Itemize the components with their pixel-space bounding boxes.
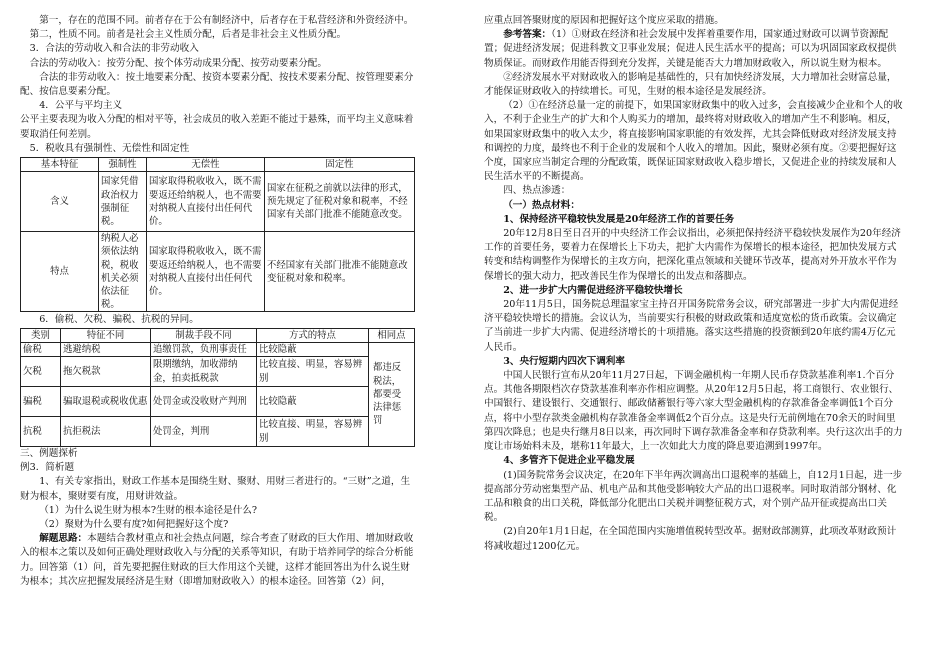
- table-header-cell: 相同点: [369, 328, 415, 342]
- table-header-cell: 无偿性: [147, 158, 265, 172]
- hotspot-heading-3: 3、央行短期内四次下调利率: [503, 355, 625, 367]
- table-header-cell: 固定性: [265, 158, 415, 172]
- section-hotspot: 四、热点渗透：: [503, 185, 571, 197]
- table-cell: 特点: [21, 232, 99, 312]
- hotspot-heading-2: 2、进一步扩大内需促进经济平稳较快增长: [503, 284, 683, 296]
- table-cell: 逃避纳税: [61, 342, 151, 356]
- table-header-cell: 制裁手段不同: [151, 328, 257, 342]
- table-cell: 骗税: [21, 387, 61, 417]
- solution-idea-text: 本题结合教材重点和社会热点问题，综合考查了财政的巨大作用、增加财政收入的根本之策以及如何正确处理财政收入与分配的关系等知识，有助于培养同学的综合分析能力。回答第（1）问，首先要把握住财政的巨大作用这个关键，这样才能回答出为什么说生财为根本；其次应把握发展经济是生财（即增加财政收入）的根本途径。回答第（2）问，: [20, 533, 414, 587]
- hotspot-text-2: 20年11月5日，国务院总理温家宝主持召开国务院常务会议，研究部署进一步扩大内需促进经济平稳较快增长的措施。会议认为，当前要实行积极的财政政策和适度宽松的货币政策。会议确定了当前进一步扩大内需、促进经济增长的十项措施。落实这些措施的投资额到20年底约需4万亿元人民币。: [484, 299, 899, 353]
- para-scope: 第一，存在的范围不同。前者存在于公有制经济中，后者存在于私营经济和外资经济中。: [39, 15, 414, 26]
- table-cell: 抗拒税法: [61, 417, 151, 447]
- tax-features-table: [20, 157, 415, 312]
- question-1: 1、有关专家指出，财政工作基本是围绕生财、聚财、用财三者进行的。“三财”之道，生财为根本，聚财要有度，用财讲效益。: [20, 476, 411, 502]
- table-header-cell: 强制性: [99, 158, 147, 172]
- table-row: [21, 357, 415, 387]
- table-header-cell: 方式的特点: [257, 328, 369, 342]
- answer-1: [484, 28, 904, 71]
- table-header-cell: 特征不同: [61, 328, 151, 342]
- table-header-row: [21, 328, 415, 342]
- question-1b: （2）聚财为什么要有度?如何把握好这个度?: [39, 519, 229, 531]
- table-cell: 不经国家有关部门批准不能随意改变征税对象和税率。: [265, 232, 415, 312]
- hotspot-text-1: 20年12月8日至日召开的中央经济工作会议指出，必须把保持经济平稳较快发展作为20年经济工作的首要任务，要着力在保增长上下功夫，把扩大内需作为保增长的根本途径，把加快发展方式转变和结构调整作为保增长的主攻方向，把深化重点领域和关键环节改革，提高对外开放水平作为保增长的强大动力，把改善民生作为保增长的出发点和落脚点。: [484, 228, 901, 282]
- table-cell: 比较隐蔽: [257, 387, 369, 417]
- table-cell: 偷税: [21, 342, 61, 356]
- table-row: [21, 417, 415, 447]
- section-hotspot-material: （一）热点材料：: [503, 199, 580, 211]
- right-column: [484, 14, 904, 554]
- para-nature: 第二，性质不同。前者是社会主义性质分配，后者是非社会主义性质分配。: [29, 29, 347, 41]
- section-examples: 三、例题探析: [20, 448, 78, 460]
- para-nonlabor-income: 合法的非劳动收入：按土地要素分配、按资本要素分配、按技术要素分配、按管理要素分配、按信息要素分配。: [20, 71, 414, 98]
- table-header-cell: 基本特征: [21, 158, 99, 172]
- hotspot-text-3: 中国人民银行宣布从20年11月27日起，下调金融机构一年期人民币存贷款基准利率1.个百分点。其他各期限档次存贷款基准利率亦作相应调整。从20年12月5日起，将工商银行、农业银行、中国银行、建设银行、交通银行、邮政储蓄银行等六家大型金融机构的存款准备金率调低1个百分点，将中小型存款类金融机构存款准备金率调低2个百分点。这是央行无前例地在70余天的时间里第四次降息；也是央行继月8日以来，再次同时下调存款准备金率和存贷款利率。央行这次出手的力度让市场始料未及，堪称11年最大，上一次如此大力度的降息要追溯到1997年。: [484, 370, 903, 453]
- table-cell-common: 都违反税法，都要受法律惩罚: [369, 342, 415, 446]
- answer-2: ②经济发展水平对财政收入的影响是基础性的，只有加快经济发展，大力增加社会财富总量，才能保证财政收入的持续增长。可见，生财的根本途径是发展经济。: [484, 71, 897, 98]
- table-cell: 国家凭借政治权力强制征税。: [99, 172, 147, 232]
- table-cell: 骗取退税或税收优惠: [61, 387, 151, 417]
- tax-evasion-table: [20, 328, 415, 447]
- table-row: [21, 342, 415, 356]
- table-cell: 抗税: [21, 417, 61, 447]
- table-cell: 国家取得税收收入，既不需要返还给纳税人，也不需要对纳税人直接付出任何代价。: [147, 172, 265, 232]
- table-cell: 含义: [21, 172, 99, 232]
- heading-tax-features: 5．税收具有强制性、无偿性和固定性: [29, 142, 190, 154]
- solution-idea-cont: 应重点回答聚财度的原因和把握好这个度应采取的措施。: [484, 15, 724, 26]
- table-cell: 追缴罚款，负刑事责任: [151, 342, 257, 356]
- table-cell: 比较隐蔽: [257, 342, 369, 356]
- table-cell: 处罚金或没收财产判刑: [151, 387, 257, 417]
- table-cell: 拖欠税款: [61, 357, 151, 387]
- table-cell: 比较直接、明显，容易辨别: [257, 357, 369, 387]
- table-cell: 限期缴纳，加收滞纳金，拍卖抵税款: [151, 357, 257, 387]
- example-label: 例3．简析题: [20, 462, 75, 474]
- answer-label: 参考答案：: [503, 29, 552, 41]
- solution-idea-label: 解题思路：: [39, 533, 88, 545]
- hotspot-heading-4: 4、多管齐下促进企业平稳发展: [503, 455, 635, 467]
- solution-idea: [20, 532, 415, 589]
- table-row: [21, 387, 415, 417]
- table-header-row: [21, 158, 415, 172]
- heading-tax-evasion: 6．偷税、欠税、骗税、抗税的异同。: [39, 314, 199, 326]
- question-1a: （1）为什么说生财为根本?生财的根本途径是什么?: [39, 504, 258, 516]
- para-labor-income: 合法的劳动收入：按劳分配、按个体劳动成果分配、按劳动要素分配。: [29, 57, 327, 69]
- table-cell: 欠税: [21, 357, 61, 387]
- table-cell: 比较直接、明显，容易辨别: [257, 417, 369, 447]
- left-column: [20, 14, 415, 589]
- hotspot-text-4: (1)国务院常务会议决定，在20年下半年两次调高出口退税率的基础上，自12月1日起，进一步提高部分劳动密集型产品、机电产品和其他受影响较大产品的出口退税率。同时取消部分钢材、化工品和粮食的出口关税，降低部分化肥出口关税并调整征税方式，对个别产品开征或提高出口关税。: [484, 469, 903, 524]
- para-fairness: 公平主要表现为收入分配的相对平等，社会成员的收入差距不能过于悬殊，而平均主义意味着要取消任何差别。: [20, 114, 414, 140]
- hotspot-heading-1: 1、保持经济平稳较快发展是20年经济工作的首要任务: [503, 213, 735, 225]
- table-header-cell: 类别: [21, 328, 61, 342]
- answer-3: （2）①在经济总量一定的前提下，如果国家财政集中的收入过多，会直接减少企业和个人的收入，不利于企业生产的扩大和个人购买力的增加，最终将对财政收入的增加产生不利影响。相反，如果国家财政集中的收入太少，将直接影响国家职能的有效发挥，尤其会降低财政对经济发展支持和调控的力度，最终也不利于企业的发展和个人收入的增加。因此，聚财必须有度。②要把握好这个度，国家应当制定合理的分配政策，既保证国家财政收入稳步增长，又促进企业的持续发展和人民生活水平的不断提高。: [484, 100, 903, 183]
- table-cell: 国家取得税收收入，既不需要返还给纳税人，也不需要对纳税人直接付出任何代价。: [147, 232, 265, 312]
- answer-1-text: （1）①财政在经济和社会发展中发挥着重要作用，国家通过财政可以调节资源配置；促进经济发展；促进科教文卫事业发展；促进人民生活水平的提高；可以为巩固国家政权提供物质保证。而财政作用能否得到充分发挥，关键是能否大力增加财政收入，所以说生财为根本。: [484, 29, 897, 69]
- hotspot-text-5: (2)自20年1月1日起，在全国范围内实施增值税转型改革。据财政部测算，此项改革财政预计将减收超过1200亿元。: [484, 526, 897, 552]
- table-cell: 国家在征税之前就以法律的形式，预先规定了征税对象和税率，不经国家有关部门批准不能随意改变。: [265, 172, 415, 232]
- heading-fairness: 4．公平与平均主义: [39, 100, 123, 112]
- table-cell: 处罚金，判刑: [151, 417, 257, 447]
- heading-labor-income: 3．合法的劳动收入和合法的非劳动收入: [29, 43, 199, 55]
- table-row: [21, 232, 415, 312]
- table-cell: 纳税人必须依法纳税，税收机关必须依法征税。: [99, 232, 147, 312]
- table-row: [21, 172, 415, 232]
